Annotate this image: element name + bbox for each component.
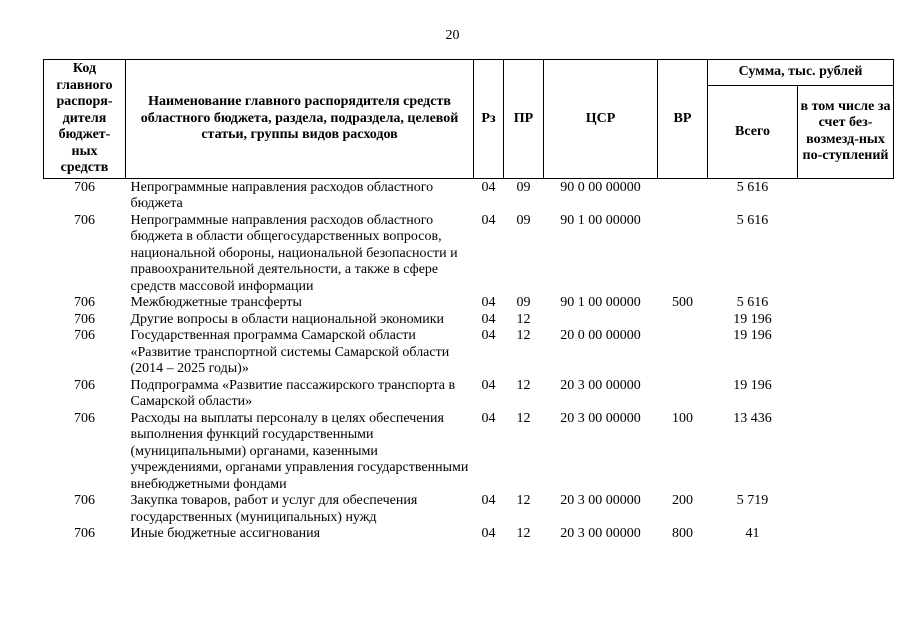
cell-free	[798, 526, 894, 543]
cell-code: 706	[74, 179, 95, 195]
table-row	[44, 411, 894, 494]
cell-free	[798, 328, 894, 378]
cell-pr: 12	[516, 377, 531, 393]
header-pr: ПР	[504, 60, 544, 179]
cell-rz: 04	[481, 410, 496, 426]
cell-total: 5 616	[736, 179, 769, 195]
cell-code: 706	[74, 328, 95, 343]
cell-free	[798, 493, 894, 526]
cell-code: 706	[74, 410, 95, 426]
cell-csr	[544, 312, 658, 329]
cell-code: 706	[74, 526, 95, 541]
page-number: 20	[445, 28, 460, 43]
cell-rz: 04	[481, 328, 496, 343]
cell-pr: 12	[516, 328, 531, 343]
cell-total: 5 616	[736, 212, 769, 228]
cell-csr: 20 3 00 00000	[560, 493, 641, 508]
cell-pr: 09	[516, 212, 531, 228]
cell-vr	[658, 378, 708, 411]
cell-code: 706	[74, 295, 95, 310]
cell-pr: 09	[516, 179, 531, 195]
cell-name: Непрограммные направления расходов областного бюджета в области общегосударственных вопросов, национальной обороны, национальной безопасности и правоохранительной деятельности, а также в сфере средств массовой информации	[130, 212, 458, 294]
cell-pr: 09	[516, 295, 531, 310]
header-free: в том числе за счет без-возмезд-ных по-ступлений	[798, 86, 894, 178]
cell-total: 13 436	[733, 410, 772, 426]
table-row	[44, 378, 894, 411]
header-sum: Сумма, тыс. рублей	[708, 60, 894, 86]
cell-free	[798, 213, 894, 296]
cell-name: Государственная программа Самарской области «Развитие транспортной системы Самарской области (2014 – 2025 годы)»	[130, 328, 450, 376]
cell-vr	[658, 213, 708, 296]
cell-rz: 04	[481, 526, 496, 541]
cell-rz: 04	[481, 295, 496, 310]
cell-name: Закупка товаров, работ и услуг для обеспечения государственных (муниципальных) нужд	[130, 493, 418, 525]
budget-table-container	[43, 59, 893, 543]
cell-name: Подпрограмма «Развитие пассажирского транспорта в Самарской области»	[130, 377, 456, 409]
cell-vr: 800	[672, 526, 693, 541]
cell-total: 5 719	[736, 493, 769, 508]
cell-rz: 04	[481, 311, 496, 327]
cell-pr: 12	[516, 493, 531, 508]
table-row	[44, 213, 894, 296]
header-total: Всего	[708, 86, 798, 178]
table-header	[44, 60, 894, 179]
header-vr: ВР	[658, 60, 708, 179]
cell-code: 706	[74, 377, 95, 393]
cell-csr: 90 1 00 00000	[560, 295, 641, 310]
cell-csr: 90 1 00 00000	[560, 212, 641, 228]
cell-pr: 12	[516, 526, 531, 541]
cell-vr	[658, 328, 708, 378]
cell-free	[798, 411, 894, 494]
cell-csr: 20 3 00 00000	[560, 377, 641, 393]
cell-code: 706	[74, 493, 95, 508]
cell-total: 5 616	[736, 295, 769, 310]
cell-free	[798, 178, 894, 213]
cell-vr: 200	[672, 493, 693, 508]
cell-name: Межбюджетные трансферты	[130, 295, 302, 310]
cell-rz: 04	[481, 377, 496, 393]
cell-vr	[658, 312, 708, 329]
cell-name: Иные бюджетные ассигнования	[130, 526, 321, 541]
cell-name: Другие вопросы в области национальной экономики	[130, 311, 445, 327]
header-csr: ЦСР	[544, 60, 658, 179]
cell-csr: 20 0 00 00000	[560, 328, 641, 343]
table-row	[44, 493, 894, 526]
cell-csr: 90 0 00 00000	[560, 179, 641, 195]
cell-rz: 04	[481, 179, 496, 195]
cell-code: 706	[74, 311, 95, 327]
table-body	[44, 178, 894, 543]
cell-vr: 100	[672, 410, 693, 426]
cell-name: Расходы на выплаты персоналу в целях обеспечения выполнения функций государственными (муниципальными) органами, казенными учреждениями, органами управления государственными внебюджетными фондами	[130, 410, 469, 492]
table-row	[44, 295, 894, 312]
table-row	[44, 526, 894, 543]
cell-pr: 12	[516, 311, 531, 327]
header-name: Наименование главного распорядителя средств областного бюджета, раздела, подраздела, целевой статьи, группы видов расходов	[126, 60, 474, 179]
header-rz: Рз	[474, 60, 504, 179]
cell-code: 706	[74, 212, 95, 228]
budget-table	[43, 59, 894, 543]
cell-rz: 04	[481, 212, 496, 228]
cell-free	[798, 312, 894, 329]
cell-name: Непрограммные направления расходов областного бюджета	[130, 179, 434, 211]
table-row	[44, 328, 894, 378]
cell-csr: 20 3 00 00000	[560, 526, 641, 541]
cell-free	[798, 295, 894, 312]
cell-pr: 12	[516, 410, 531, 426]
cell-total: 19 196	[733, 377, 772, 393]
cell-total: 19 196	[733, 311, 772, 327]
header-code: Код главного распоря-дителя бюджет-ных средств	[44, 60, 126, 179]
cell-free	[798, 378, 894, 411]
cell-vr: 500	[672, 295, 693, 310]
table-row	[44, 178, 894, 213]
table-row	[44, 312, 894, 329]
cell-total: 19 196	[733, 328, 772, 343]
cell-rz: 04	[481, 493, 496, 508]
cell-total: 41	[745, 526, 760, 541]
cell-csr: 20 3 00 00000	[560, 410, 641, 426]
cell-vr	[658, 178, 708, 213]
